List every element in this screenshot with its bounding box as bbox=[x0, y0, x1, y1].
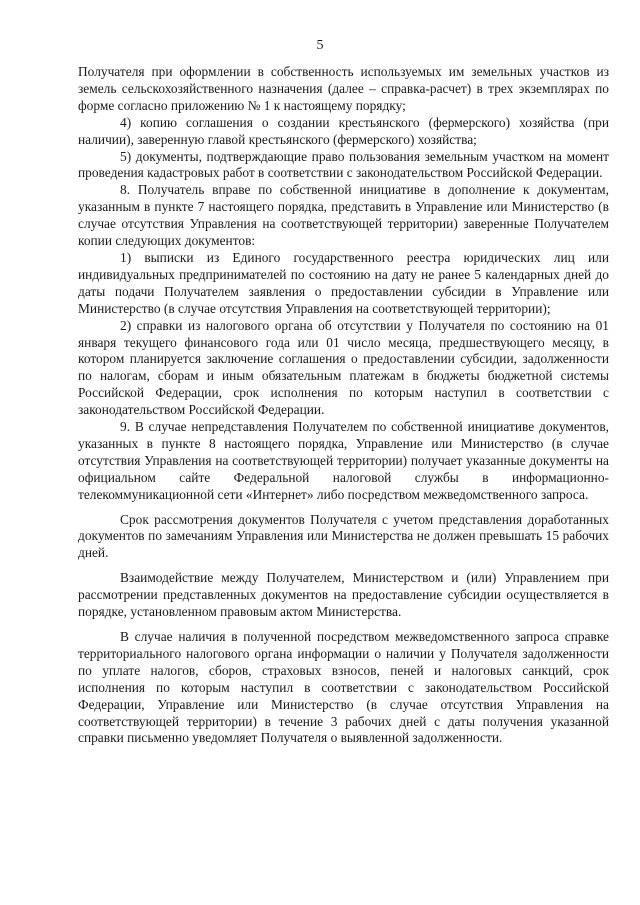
paragraph-clause-8-item-2: 2) справки из налогового органа об отсутствии у Получателя по состоянию на 01 января текущего финансового года или 01 число месяца, предшествующего месяцу, в котором планируется заключение соглашения о предоставлении субсидии, задолженности по налогам, сборам и иным обязательным платежам в бюджеты бюджетной системы Российской Федерации, срок исполнения по которым наступил в соответствии с законодательством Российской Федерации. bbox=[78, 317, 609, 418]
paragraph-clause-8: 8. Получатель вправе по собственной инициативе в дополнение к документам, указанным в пункте 7 настоящего порядка, представить в Управление или Министерство (в случае отсутствия Управления на соответствующей территории) заверенные Получателем копии следующих документов: bbox=[78, 182, 609, 249]
paragraph-continuation: Получателя при оформлении в собственность используемых им земельных участков из земель сельскохозяйственного назначения (далее – справка-расчет) в трех экземплярах по форме согласно приложению № 1 к настоящему порядку; bbox=[78, 64, 609, 113]
paragraph-item-4: 4) копию соглашения о создании крестьянского (фермерского) хозяйства (при наличии), заверенную главой крестьянского (фермерского) хозяйства; bbox=[78, 114, 609, 147]
document-body bbox=[78, 64, 609, 747]
paragraph-review-deadline: Срок рассмотрения документов Получателя с учетом представления доработанных документов по замечаниям Управления или Министерства не должен превышать 15 рабочих дней. bbox=[78, 511, 609, 561]
paragraph-clause-9: 9. В случае непредставления Получателем по собственной инициативе документов, указанных в пункте 8 настоящего порядка, Управление или Министерство (в случае отсутствия Управления на соответствующей территории) получает указанные документы на официальном сайте Федеральной налоговой службы в информационно-телекоммуникационной сети «Интернет» либо посредством межведомственного запроса. bbox=[78, 419, 609, 502]
paragraph-clause-8-item-1: 1) выписки из Единого государственного реестра юридических лиц или индивидуальных предпринимателей по состоянию на дату не ранее 5 календарных дней до даты подачи Получателем заявления о предоставлении субсидии в Управление или Министерство (в случае отсутствия Управления на соответствующей территории); bbox=[78, 249, 609, 316]
page-number: 5 bbox=[316, 38, 324, 53]
paragraph-item-5: 5) документы, подтверждающие право пользования земельным участком на момент проведения кадастровых работ в соответствии с законодательством Российской Федерации. bbox=[78, 148, 609, 181]
paragraph-interaction: Взаимодействие между Получателем, Министерством и (или) Управлением при рассмотрении представленных документов на предоставление субсидии осуществляется в порядке, установленном правовым актом Министерства. bbox=[78, 570, 609, 620]
paragraph-debt-notification: В случае наличия в полученной посредством межведомственного запроса справке территориального налогового органа информации о наличии у Получателя задолженности по уплате налогов, сборов, страховых взносов, пеней и налоговых санкций, срок исполнения по которым наступил в соответствии с законодательством Российской Федерации, Управление или Министерство (в случае отсутствия Управления на соответствующей территории) в течение 3 рабочих дней с даты получения указанной справки письменно уведомляет Получателя о выявленной задолженности. bbox=[78, 629, 609, 746]
